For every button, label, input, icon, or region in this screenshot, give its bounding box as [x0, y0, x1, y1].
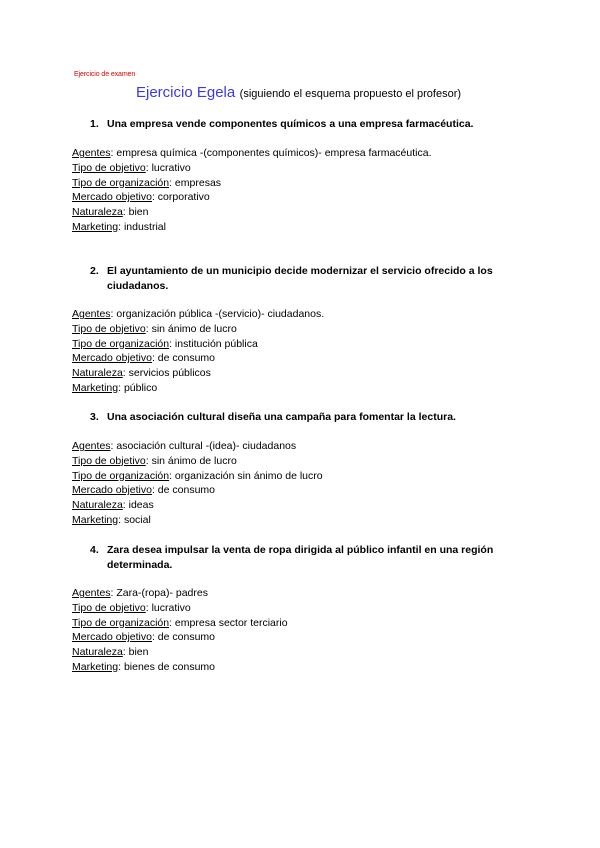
title-row [136, 84, 461, 102]
answer-key: Tipo de organización [72, 337, 170, 350]
answer-row [72, 469, 323, 484]
answers-2 [72, 307, 324, 396]
answer-value: : industrial [118, 220, 166, 233]
answer-value: : ideas [122, 499, 154, 512]
answer-value: : empresa química -(componentes químicos)- empresa farmacéutica. [110, 147, 432, 159]
answer-value: : bien [122, 206, 149, 219]
answer-key: Mercado objetivo [72, 484, 152, 497]
answer-row [72, 381, 324, 396]
answers-4 [72, 586, 288, 675]
answer-row [72, 498, 323, 513]
question-1 [90, 117, 530, 132]
question-text: Una empresa vende componentes químicos a una empresa farmacéutica. [107, 118, 474, 130]
answer-value: : sin ánimo de lucro [145, 454, 237, 467]
answer-row [72, 351, 324, 366]
answer-key: Mercado objetivo [72, 352, 152, 365]
question-text: Una asociación cultural diseña una campaña para fomentar la lectura. [107, 411, 456, 423]
answer-value: : lucrativo [145, 161, 191, 174]
answer-key: Naturaleza [72, 646, 123, 659]
question-3 [90, 410, 530, 425]
answer-key: Tipo de organización [72, 176, 170, 189]
answers-1 [72, 146, 432, 235]
answer-value: : bien [122, 646, 149, 659]
answer-key: Marketing [72, 513, 119, 526]
answer-row [72, 176, 432, 191]
answer-value: : institución pública [169, 337, 258, 350]
answer-value: : corporativo [151, 191, 210, 204]
page-subtitle: (siguiendo el esquema propuesto el profesor) [239, 88, 462, 100]
answer-value: : organización sin ánimo de lucro [169, 469, 323, 482]
answer-row [72, 586, 288, 601]
answer-row [72, 483, 323, 498]
answer-key: Marketing [72, 220, 119, 233]
answer-key: Agentes [72, 587, 111, 599]
question-number: 1. [90, 118, 99, 130]
exam-label: Ejercicio de examen [74, 71, 136, 78]
answer-value: : público [118, 381, 158, 394]
answer-row [72, 190, 432, 205]
answer-row [72, 513, 323, 528]
answer-key: Agentes [72, 147, 111, 159]
answer-value: : asociación cultural -(idea)- ciudadanos [110, 440, 297, 452]
answer-value: : de consumo [151, 484, 216, 497]
answer-value: : social [118, 513, 151, 526]
answer-value: : empresas [169, 176, 222, 189]
question-number: 3. [90, 411, 99, 423]
answers-3 [72, 439, 323, 528]
answer-key: Naturaleza [72, 206, 123, 219]
answer-value: : lucrativo [145, 601, 191, 614]
answer-value: : empresa sector terciario [169, 616, 288, 629]
answer-key: Tipo de objetivo [72, 161, 146, 174]
answer-row [72, 439, 323, 454]
answer-row [72, 616, 288, 631]
answer-row [72, 601, 288, 616]
answer-key: Marketing [72, 660, 119, 673]
answer-key: Tipo de organización [72, 469, 170, 482]
question-text: Zara desea impulsar la venta de ropa dirigida al público infantil en una región determinada. [107, 544, 494, 571]
answer-value: : organización pública -(servicio)- ciudadanos. [110, 308, 325, 320]
question-4 [90, 543, 530, 573]
answer-value: : de consumo [151, 631, 216, 644]
answer-value: : Zara-(ropa)- padres [110, 587, 208, 599]
answer-value: : sin ánimo de lucro [145, 322, 237, 335]
answer-key: Agentes [72, 308, 111, 320]
question-2 [90, 264, 530, 294]
answer-row [72, 660, 288, 675]
answer-row [72, 630, 288, 645]
answer-row [72, 366, 324, 381]
answer-key: Tipo de objetivo [72, 454, 146, 467]
answer-row [72, 307, 324, 322]
answer-row [72, 454, 323, 469]
answer-key: Marketing [72, 381, 119, 394]
answer-row [72, 205, 432, 220]
answer-value: : de consumo [151, 352, 216, 365]
answer-value: : servicios públicos [122, 367, 211, 380]
answer-key: Naturaleza [72, 367, 123, 380]
answer-key: Tipo de objetivo [72, 601, 146, 614]
question-text: El ayuntamiento de un municipio decide modernizar el servicio ofrecido a los ciudadanos. [107, 265, 493, 292]
answer-key: Tipo de organización [72, 616, 170, 629]
answer-row [72, 146, 432, 161]
answer-key: Mercado objetivo [72, 631, 152, 644]
question-number: 2. [90, 265, 99, 277]
answer-row [72, 220, 432, 235]
answer-row [72, 337, 324, 352]
question-number: 4. [90, 544, 99, 556]
answer-key: Naturaleza [72, 499, 123, 512]
answer-key: Agentes [72, 440, 111, 452]
answer-value: : bienes de consumo [118, 660, 216, 673]
answer-row [72, 645, 288, 660]
answer-row [72, 161, 432, 176]
answer-row [72, 322, 324, 337]
answer-key: Mercado objetivo [72, 191, 152, 204]
page-title: Ejercicio Egela [136, 84, 236, 101]
answer-key: Tipo de objetivo [72, 322, 146, 335]
